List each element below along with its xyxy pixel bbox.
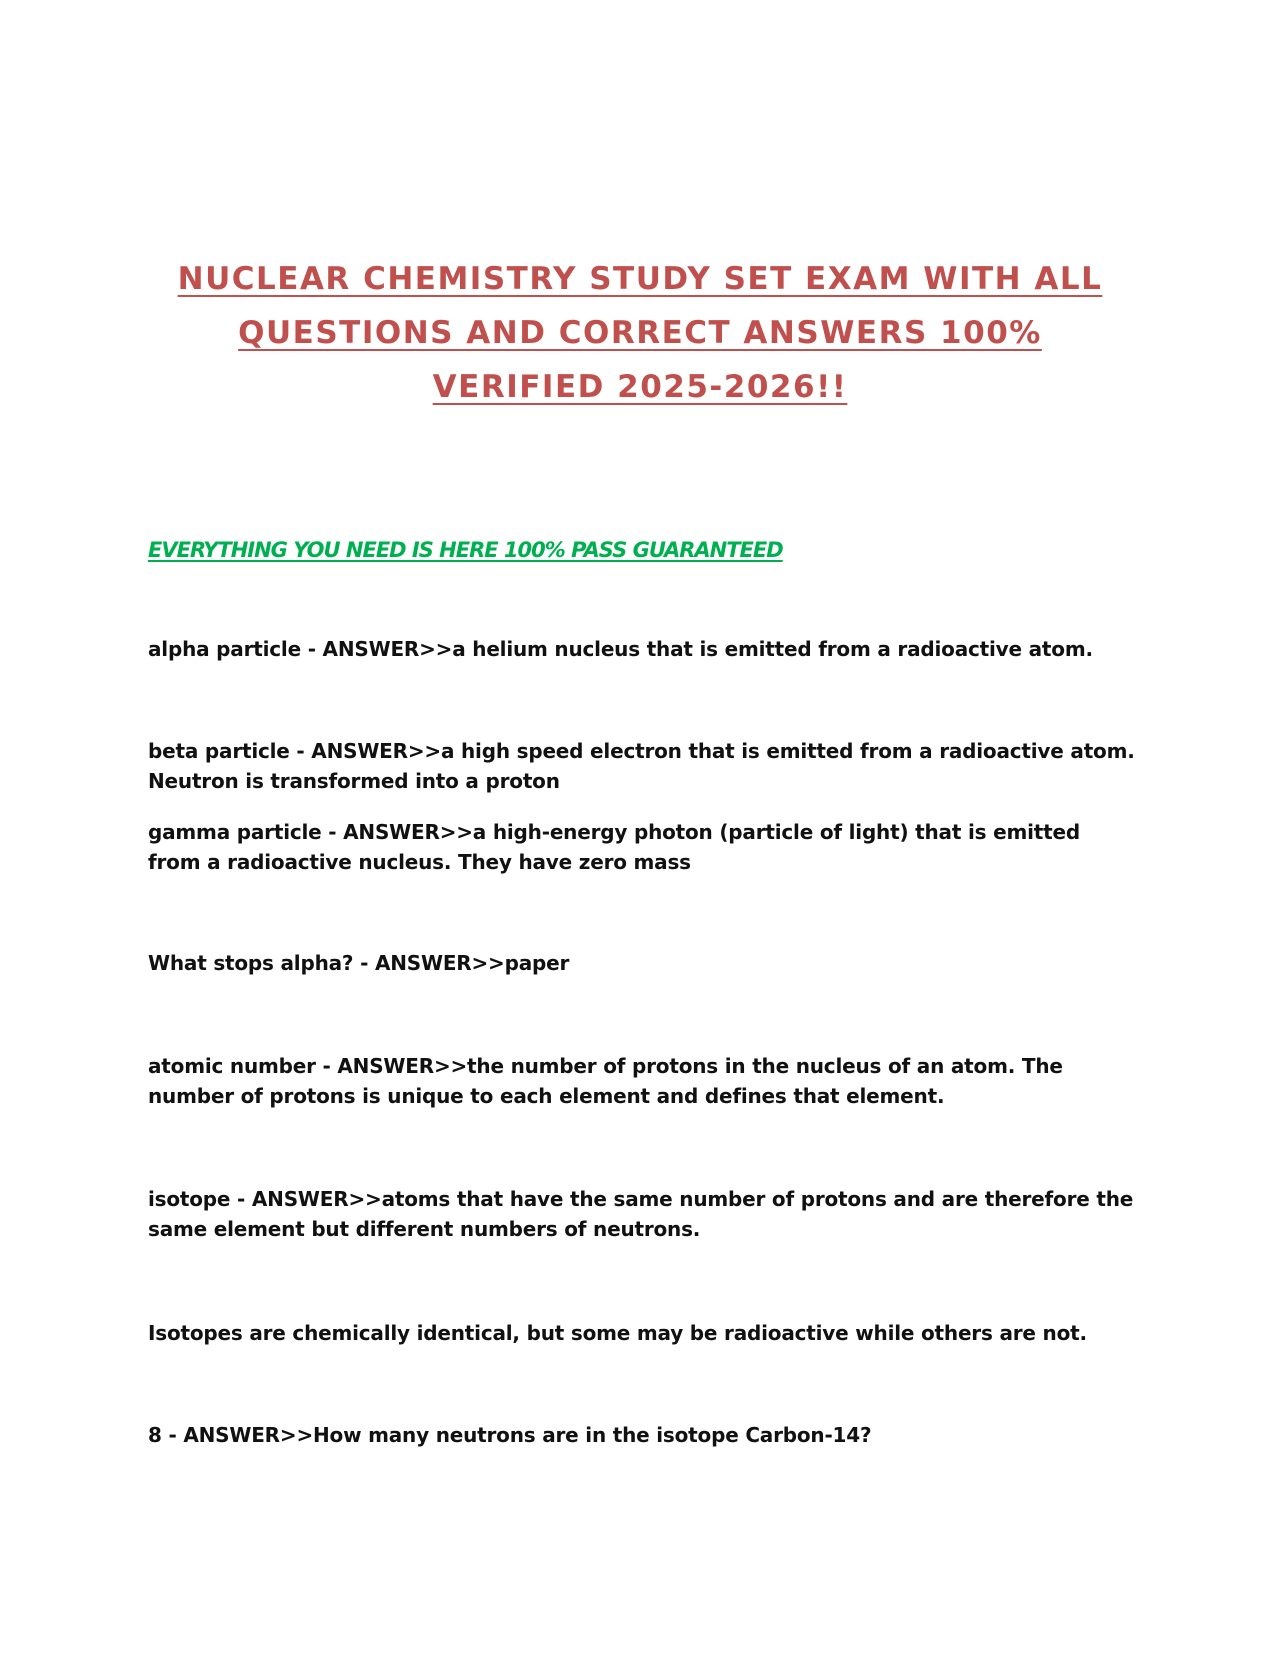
title-line-2: QUESTIONS AND CORRECT ANSWERS 100% xyxy=(238,315,1042,351)
qa-entry-atomic-number: atomic number - ANSWER>>the number of protons in the nucleus of an atom. The number of protons is unique to each element and defines that element. xyxy=(148,1054,1063,1108)
qa-entry-carbon-14-neutrons: 8 - ANSWER>>How many neutrons are in the isotope Carbon-14? xyxy=(148,1423,872,1447)
qa-entry-beta-particle: beta particle - ANSWER>>a high speed electron that is emitted from a radioactive atom. Neutron is transformed into a proton xyxy=(148,739,1135,793)
qa-entry-gamma-particle: gamma particle - ANSWER>>a high-energy photon (particle of light) that is emitted from a radioactive nucleus. They have zero mass xyxy=(148,820,1080,874)
document-title xyxy=(140,252,1140,414)
title-line-1: NUCLEAR CHEMISTRY STUDY SET EXAM WITH ALL xyxy=(177,261,1103,297)
pass-guarantee-tagline: EVERYTHING YOU NEED IS HERE 100% PASS GUARANTEED xyxy=(148,538,783,562)
qa-entry-isotope: isotope - ANSWER>>atoms that have the same number of protons and are therefore the same element but different numbers of neutrons. xyxy=(148,1187,1134,1241)
qa-entry-alpha-particle: alpha particle - ANSWER>>a helium nucleus that is emitted from a radioactive atom. xyxy=(148,637,1093,661)
isotopes-note: Isotopes are chemically identical, but some may be radioactive while others are not. xyxy=(148,1321,1087,1345)
qa-entry-what-stops-alpha: What stops alpha? - ANSWER>>paper xyxy=(148,951,570,975)
title-line-3: VERIFIED 2025-2026!! xyxy=(432,369,848,405)
